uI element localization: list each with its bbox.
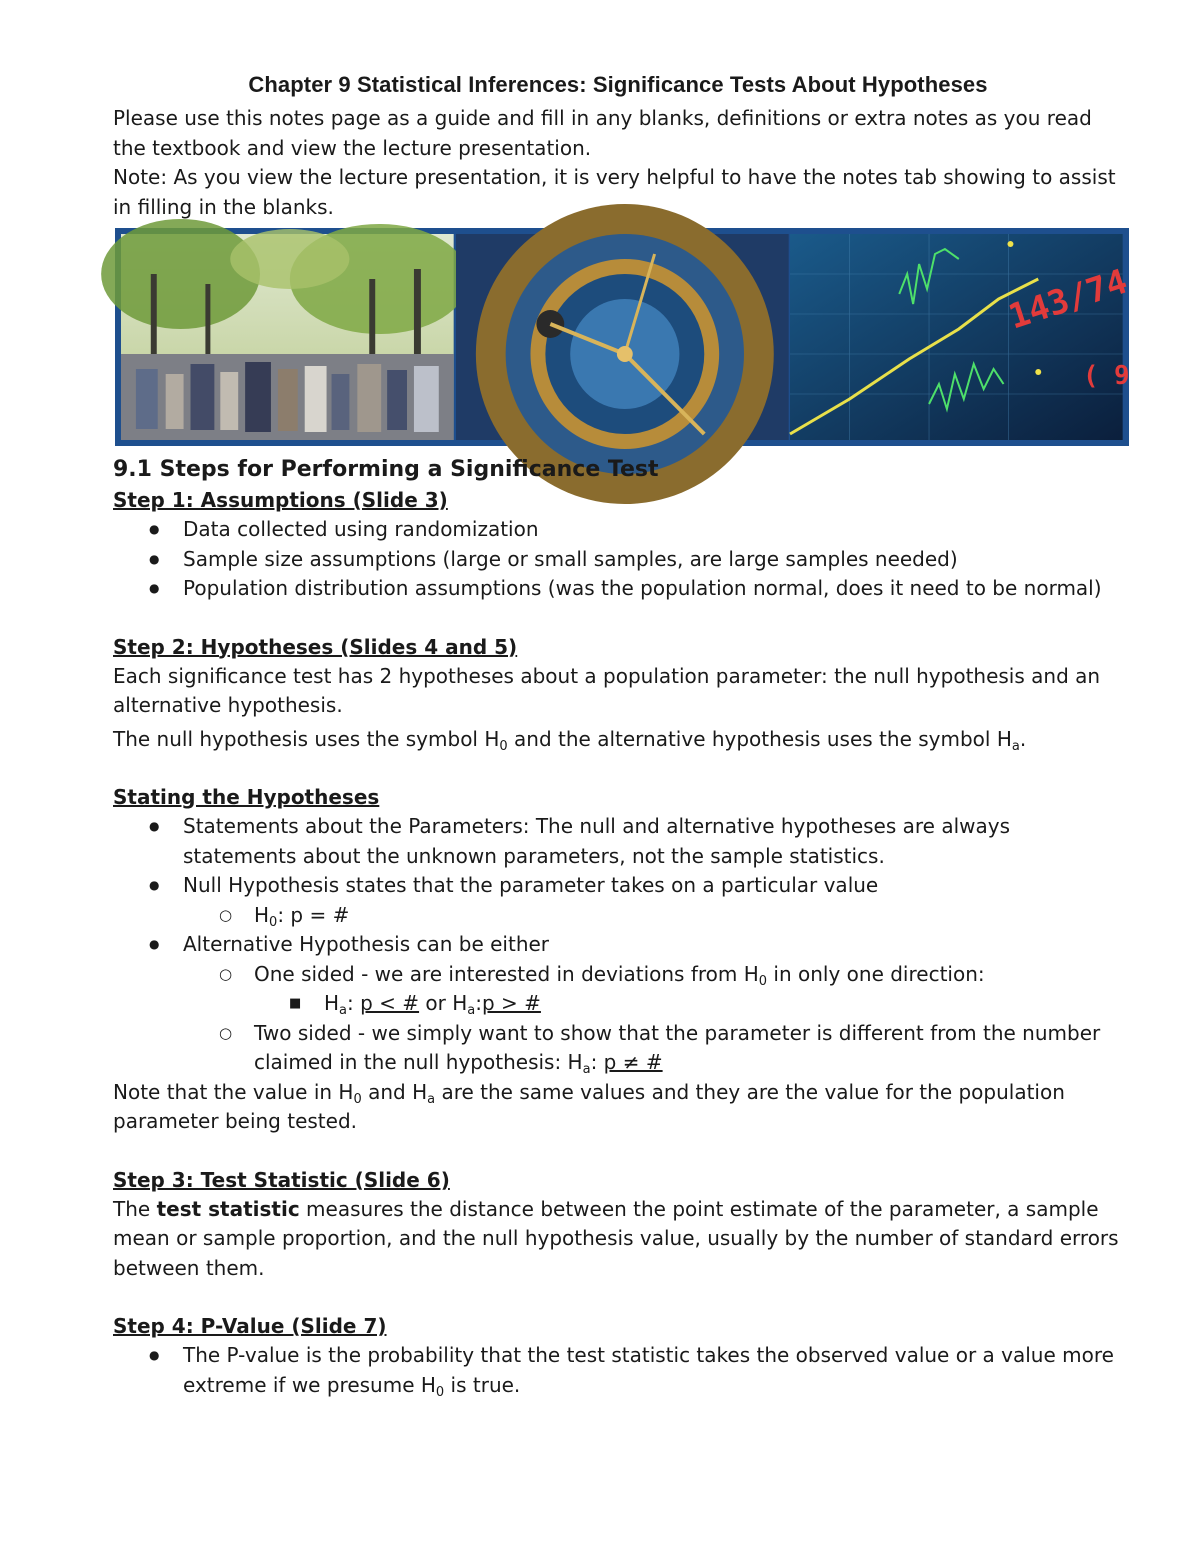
intro-note: Note: As you view the lecture presentation, it is very helpful to have the notes tab showing to assist in filling in the blanks. [113,165,1116,219]
screen-numbers-2: ( 9 [1083,360,1130,392]
step2-paragraph: Each significance test has 2 hypotheses about a population parameter: the null hypothesis and an alternative hypothesis. [113,663,1101,717]
step3-paragraph: The test statistic measures the distance between the point estimate of the parameter, a sample mean or sample proportion, and the null hypothesis value, usually by the number of standard errors between them. [113,1196,1119,1280]
section-heading: 9.1 Steps for Performing a Significance Test [113,457,659,482]
stating-title: Stating the Hypotheses [113,785,380,809]
list-item: ● Sample size assumptions (large or small samples, are large samples needed) [113,545,1123,575]
list-item: ● Statements about the Parameters: The null and alternative hypotheses are always statements about the unknown parameters, not the sample statistics. [113,812,1123,871]
astronomical-clock-photo [456,234,789,440]
stock-chart-photo [790,234,1133,440]
page-title: Chapter 9 Statistical Inferences: Significance Tests About Hypotheses [248,72,988,97]
step4-title: Step 4: P-Value (Slide 7) [113,1314,387,1338]
list-item: ○ Two sided - we simply want to show that the parameter is different from the number claimed in the null hypothesis: $H_a$: p ≠ # [113,1019,1123,1078]
list-item: ○ $H_0$: p = # [113,901,1123,931]
intro-block [113,72,1123,222]
section-9-1 [113,455,1123,1400]
list-item: ● Alternative Hypothesis can be either [113,930,1123,960]
list-item: ● Null Hypothesis states that the parameter takes on a particular value [113,871,1123,901]
list-item: ○ One sided - we are interested in deviations from $H_0$ in only one direction: [113,960,1123,990]
list-item: ■ $H_a$: p < # or $H_a:p$ > # [113,989,1123,1019]
intro-paragraph: Please use this notes page as a guide and fill in any blanks, definitions or extra notes as you read the textbook and view the lecture presentation. [113,106,1092,160]
list-item: ● Data collected using randomization [113,515,1123,545]
step2-title: Step 2: Hypotheses (Slides 4 and 5) [113,634,518,659]
screen-numbers: 143/74 [1004,261,1133,337]
banner-image [115,228,1133,446]
step4-list [113,1341,1123,1400]
list-item: ● Population distribution assumptions (was the population normal, does it need to be normal) [113,574,1123,604]
step1-list [113,515,1123,604]
list-item: ● The P-value is the probability that the test statistic takes the observed value or a value more extreme if we presume $H_0$ is true. [113,1341,1123,1400]
step3-title: Step 3: Test Statistic (Slide 6) [113,1167,450,1192]
step1-title: Step 1: Assumptions (Slide 3) [113,488,448,512]
crowd-street-photo [121,234,454,440]
step2-symbols: The null hypothesis uses the symbol $H_0$ and the alternative hypothesis uses the symbol $H_a$. [113,726,1027,754]
stating-list [113,812,1123,1078]
hypothesis-note: Note that the value in $H_0$ and $H_a$ are the same values and they are the value for the population parameter being tested. [113,1079,1065,1133]
